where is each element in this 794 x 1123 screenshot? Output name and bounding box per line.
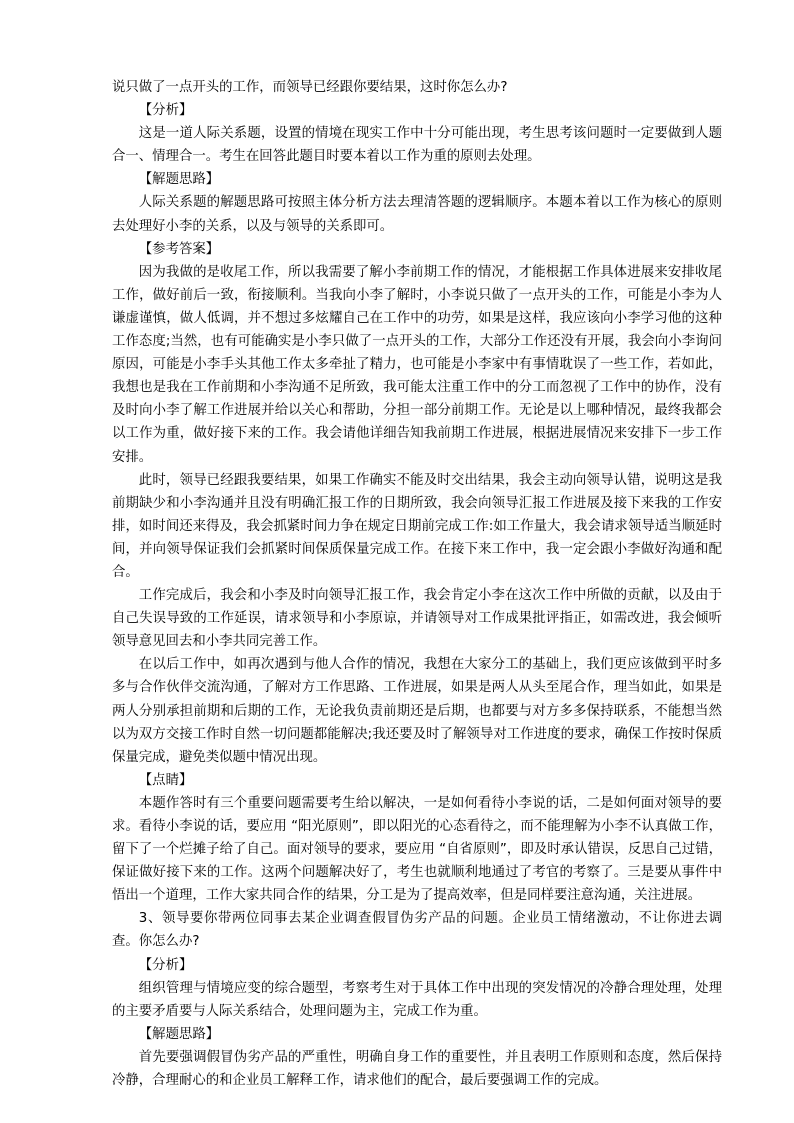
heading-analysis-2: 【分析】 [138, 957, 193, 973]
paragraph-answer-2: 此时，领导已经跟我要结果，如果工作确实不能及时交出结果，我会主动向领导认错，说明这是我前期缺少和小李沟通并且没有明确汇报工作的日期所致，我会向领导汇报工作进展及接下来我的工作安排，如时间还来得及，我会抓紧时间力争在规定日期前完成工作:如工作量大，我会请求领导适当顺延时间，并向领导保证我们会抓紧时间保质保量完成工作。在接下来工作中，我一定会跟小李做好沟通和配合。 [112, 472, 722, 580]
paragraph-key-points: 本题作答时有三个重要问题需要考生给以解决，一是如何看待小李说的话，二是如何面对领导的要求。看待小李说的话，要应用 “阳光原则”，即以阳光的心态看待之，而不能理解为小李不认真做工作，留下了一个烂摊子给了自己。面对领导的要求，要应用 “自省原则”，即及时承认错误，反思自己过错，保证做好接下来的工作。这两个问题解决好了，考生也就顺利地通过了考官的考察了。三是要从事件中悟出一个道理，工作大家共同合作的结果，分工是为了提高效率，但是同样要注意沟通，关注进展。 [112, 795, 722, 904]
heading-key-points: 【点睛】 [138, 772, 193, 788]
paragraph-solution-approach: 人际关系题的解题思路可按照主体分析方法去理清答题的逻辑顺序。本题本着以工作为核心的原则去处理好小李的关系，以及与领导的关系即可。 [112, 195, 722, 234]
paragraph-analysis-2: 组织管理与情境应变的综合题型，考察考生对于具体工作中出现的突发情况的冷静合理处理，处理的主要矛盾要与人际关系结合，处理问题为主，完成工作为重。 [112, 980, 722, 1019]
paragraph-answer-4: 在以后工作中，如再次遇到与他人合作的情况，我想在大家分工的基础上，我们更应该做到平时多多与合作伙伴交流沟通，了解对方工作思路、工作进展，如果是两人从头至尾合作，理当如此，如果是两人分别承担前期和后期的工作，无论我负责前期还是后期，也都要与对方多多保持联系，不能想当然以为双方交接工作时自然一切问题都能解决;我还要及时了解领导对工作进度的要求，确保工作按时保质保量完成，避免类似题中情况出现。 [112, 657, 722, 765]
paragraph-solution-approach-2: 首先要强调假冒伪劣产品的严重性，明确自身工作的重要性，并且表明工作原则和态度，然后保持冷静，合理耐心的和企业员工解释工作，请求他们的配合，最后要强调工作的完成。 [112, 1049, 722, 1089]
paragraph-question-3: 3、领导要你带两位同事去某企业调查假冒伪劣产品的问题。企业员工情绪激动，不让你进去调查。你怎么办? [112, 911, 722, 950]
paragraph-answer-3: 工作完成后，我会和小李及时向领导汇报工作，我会肯定小李在这次工作中所做的贡献，以及由于自己失误导致的工作延误，请求领导和小李原谅，并请领导对工作成果批评指正，如需改进，我会倾听领导意见回去和小李共同完善工作。 [112, 588, 722, 650]
heading-solution-approach: 【解题思路】 [138, 172, 220, 188]
heading-analysis: 【分析】 [138, 103, 193, 119]
paragraph-answer-1: 因为我做的是收尾工作，所以我需要了解小李前期工作的情况，才能根据工作具体进展来安排收尾工作，做好前后一致，衔接顺利。当我向小李了解时，小李说只做了一点开头的工作，可能是小李为人谦虚谨慎，做人低调，并不想过多炫耀自己在工作中的功劳，如果是这样，我应该向小李学习他的这种工作态度;当然，也有可能确实是小李只做了一点开头的工作，大部分工作还没有开展，我会向小李询问原因，可能是小李手头其他工作太多牵扯了精力，也可能是小李家中有事情耽误了一些工作，若如此，我想也是我在工作前期和小李沟通不足所致，我可能太注重工作中的分工而忽视了工作中的协作，没有及时向小李了解工作进展并给以关心和帮助，分担一部分前期工作。无论是以上哪种情况，最终我都会以工作为重，做好接下来的工作。我会请他详细告知我前期工作进展，根据进展情况来安排下一步工作安排。 [112, 264, 722, 465]
heading-reference-answer: 【参考答案】 [138, 241, 220, 257]
paragraph-question-continuation: 说只做了一点开头的工作，而领导已经跟你要结果，这时你怎么办? [112, 80, 508, 95]
paragraph-analysis: 这是一道人际关系题，设置的情境在现实工作中十分可能出现，考生思考该问题时一定要做到人题合一、情理合一。考生在回答此题目时要本着以工作为重的原则去处理。 [112, 126, 722, 165]
document-page [112, 76, 722, 1092]
heading-solution-approach-2: 【解题思路】 [138, 1026, 220, 1042]
